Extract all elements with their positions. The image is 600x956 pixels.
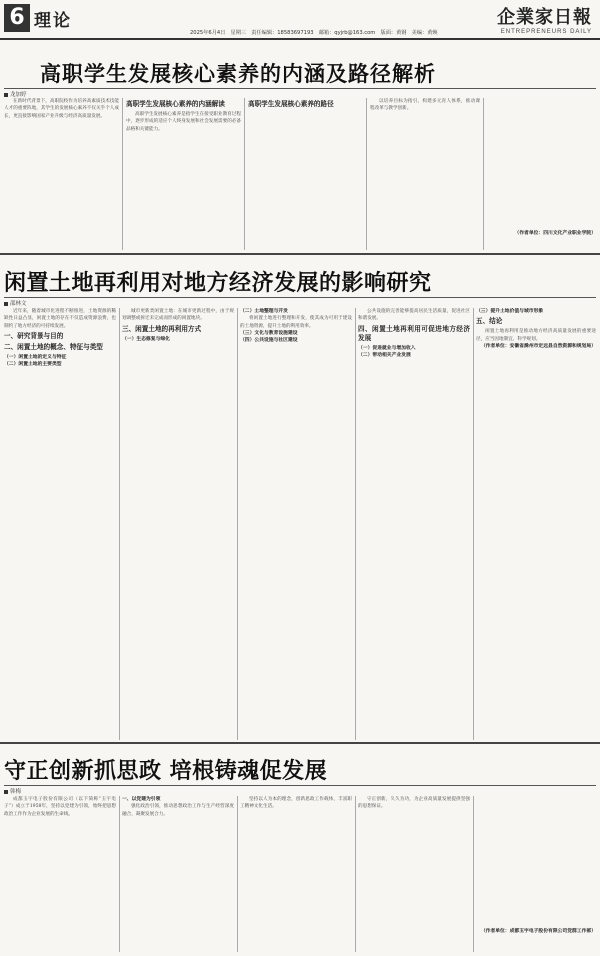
column-divider — [473, 796, 474, 952]
byline-square-icon — [4, 93, 8, 97]
header-rule — [0, 38, 600, 40]
article1-author-name: 龙加婷 — [10, 92, 27, 98]
column-divider — [122, 98, 123, 250]
article3-title: 守正创新抓思政 培根铸魂促发展 — [4, 759, 328, 784]
article3-paragraph: 坚持以人为本的理念，创新思政工作载体，丰富职工精神文化生活。 — [240, 797, 352, 810]
article-separator — [0, 742, 600, 744]
article2-subheading: 四、闲置土地再利用可促进地方经济发展 — [358, 324, 470, 342]
article1-column-1 — [4, 98, 119, 250]
article2-minor-heading: （一）闲置土地的定义与特征 — [4, 354, 67, 360]
article3-author-unit: （作者单位：成都玉宇电子股份有限公司党群工作部） — [480, 929, 596, 934]
article2-column-2 — [122, 308, 234, 740]
section-title: 理论 — [34, 11, 72, 31]
article2-minor-heading: （二）闲置土地的主要类型 — [4, 362, 62, 368]
article2-author-unit: （作者单位：安徽省滁州市定远县自然资源和规划局） — [480, 343, 596, 349]
article3-column-1 — [4, 796, 116, 952]
article2-subheading: 五、结论 — [476, 317, 503, 326]
article2-paragraph: 闲置土地再利用是推动地方经济高质量发展的重要途径，应当因地制宜、科学规划。 — [476, 329, 596, 342]
article2-minor-heading: （一）促进就业与增加收入 — [358, 345, 416, 351]
article1-paragraph: 以培养目标为指引，构建多元育人体系，推动课程改革与教学创新。 — [370, 99, 480, 112]
article2-subheading: 一、研究背景与目的 — [4, 331, 64, 340]
article2-paragraph: 近年来，随着城市化进程不断推进，土地资源的稀缺性日益凸显，闲置土地的存在不仅造成资源浪费，也制约了地方经济的可持续发展。 — [4, 309, 116, 329]
column-divider — [355, 308, 356, 740]
column-divider — [237, 796, 238, 952]
article1-column-2 — [126, 98, 241, 250]
byline-square-icon — [4, 790, 8, 794]
page-number: 6 — [4, 4, 30, 32]
column-divider — [366, 98, 367, 250]
article1-title: 高职学生发展核心素养的内涵及路径解析 — [40, 62, 436, 86]
masthead — [497, 3, 592, 35]
article1-author-unit: （作者单位：四川文化产业职业学院） — [514, 231, 596, 236]
byline-square-icon — [4, 302, 8, 306]
article2-minor-heading: （四）公共设施与社区建设 — [240, 338, 298, 344]
article2-paragraph: 将闲置土地进行整理和开发，使其成为可用于建设的土地资源，提升土地的利用效率。 — [240, 316, 352, 329]
article2-byline — [4, 299, 27, 307]
column-divider — [473, 308, 474, 740]
column-divider — [355, 796, 356, 952]
column-divider — [119, 308, 120, 740]
article1-paragraph: 高职学生发展核心素养是指学生在接受职业教育过程中，逐步形成的适应个人终身发展和社会发展需要的必备品格和关键能力。 — [126, 112, 241, 132]
article1-column-5 — [487, 98, 596, 250]
article2-paragraph: 公共设施的完善能够提高居民生活质量，促进社区和谐发展。 — [358, 309, 470, 322]
article1-byline — [4, 90, 27, 98]
article3-column-2 — [122, 796, 234, 952]
article2-subheading: 二、闲置土地的概念、特征与类型 — [4, 342, 103, 351]
dateline: 2025年6月4日 星期三 责任编辑：18583697193 邮箱：qyjrb@163.com 版面：黄钢 美编：黄焕 — [190, 30, 438, 36]
article3-rule — [4, 785, 596, 786]
column-divider — [119, 796, 120, 952]
article2-title: 闲置土地再利用对地方经济发展的影响研究 — [4, 271, 432, 296]
article1-subheading: 高职学生发展核心素养的内涵解读 — [126, 100, 225, 108]
masthead-subtitle: ENTREPRENEURS DAILY — [500, 29, 592, 35]
article1-subheading: 高职学生发展核心素养的路径 — [248, 100, 334, 108]
article2-rule — [4, 297, 596, 298]
column-divider — [244, 98, 245, 250]
article3-byline — [4, 787, 21, 795]
article2-minor-heading: （二）带动相关产业发展 — [358, 352, 411, 358]
article2-column-3 — [240, 308, 352, 740]
article1-column-3 — [248, 98, 363, 250]
article3-author-name: 韩梅 — [10, 789, 22, 795]
column-divider — [237, 308, 238, 740]
masthead-title: 企業家日報 — [497, 7, 592, 28]
article-separator — [0, 253, 600, 255]
article1-column-4 — [370, 98, 480, 250]
article2-minor-heading: （三）文化与教育设施建设 — [240, 330, 298, 336]
article1-rule — [4, 88, 596, 89]
article2-column-5 — [476, 308, 596, 740]
article3-minor-heading: 一、以党建为引领 — [122, 797, 161, 802]
article3-column-5 — [476, 796, 596, 952]
article3-column-3 — [240, 796, 352, 952]
article2-minor-heading: （一）生态修复与绿化 — [122, 336, 170, 342]
article2-minor-heading: （三）提升土地价值与城市形象 — [476, 309, 544, 314]
article2-column-1 — [4, 308, 116, 740]
article3-paragraph: 守正创新，久久为功，为企业高质量发展提供坚强的思想保证。 — [358, 797, 470, 810]
article3-paragraph: 强化政治引领，推动思想政治工作与生产经营深度融合，凝聚发展合力。 — [122, 804, 234, 817]
article1-paragraph: 在新时代背景下，高职院校作为培养高素质技术技能人才的重要阵地，其学生的发展核心素养不仅关乎个人成长，更直接影响国家产业升级与经济高质量发展。 — [4, 99, 119, 119]
page-header — [0, 0, 600, 44]
article2-paragraph: 城市更新类闲置土地：在城市更新过程中，由于规划调整或拆迁未完成而形成的闲置地块。 — [122, 309, 234, 322]
article2-minor-heading: （二）土地整理与开发 — [240, 309, 288, 314]
article3-paragraph: 成都玉宇电子股份有限公司（以下简称“玉宇电子”）成立于1958年，坚持以党建为引领，始终把思想政治工作作为企业发展的生命线。 — [4, 797, 116, 817]
article2-subheading: 三、闲置土地的再利用方式 — [122, 324, 202, 333]
article2-column-4 — [358, 308, 470, 740]
column-divider — [483, 98, 484, 250]
article2-author-name: 邵林文 — [10, 301, 27, 307]
article3-column-4 — [358, 796, 470, 952]
